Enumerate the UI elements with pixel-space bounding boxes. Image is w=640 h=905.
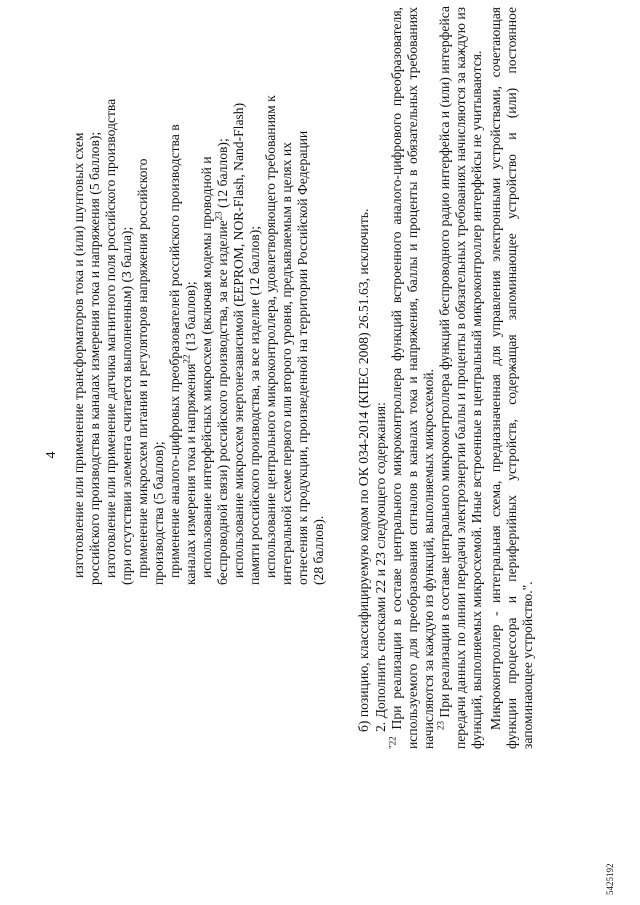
footnote-ref-23: 23 — [213, 211, 224, 221]
list-line: использование микросхем энергонезависимой (EEPROM, NOR-Flash, Nand-Flash) — [231, 102, 246, 578]
list-line: изготовление или применение трансформаторов тока и (или) шунтовых схем — [71, 132, 86, 578]
footnote-23-line: функций, выполняемых микросхемой. Иные встроенные в центральный микроконтроллер интерфейсы не учитываются. — [469, 50, 484, 749]
list-line: памяти российского производства, за все изделие (12 баллов); — [247, 226, 262, 585]
list-line-iface — [215, 138, 230, 585]
definition-line: запоминающее устройство.". — [520, 581, 535, 749]
list-line: российского производства в каналах измерения тока и напряжения (5 баллов); — [87, 131, 102, 585]
list-line: отнесения к продукции, произведенной на территории Российской Федерации — [295, 130, 310, 585]
footnote-22-line: начисляются за каждую из функций, выполняемых микросхемой. — [421, 369, 436, 749]
iface-tail: (12 баллов); — [215, 138, 230, 212]
list-line: использование интерфейсных микросхем (включая модемы проводной и — [199, 156, 214, 578]
footnote-22-line: используемого для преобразования сигналов в каналах тока и напряжения, баллы и проценты в обязательных требованиях — [405, 7, 420, 749]
item-2: 2. Дополнить сносками 22 и 23 следующего содержания: — [373, 402, 388, 732]
list-line: применение аналого-цифровых преобразователей российского производства в — [167, 124, 182, 578]
list-line-adc — [183, 281, 198, 585]
footnote-23-line: передачи данных по линии передачи электроэнергии баллы и проценты в обязательных требованиях начисляются за каждую из — [453, 7, 468, 749]
list-line: изготовление или применение датчика магнитного поля российского производства — [103, 98, 118, 578]
list-line: (28 баллов). — [311, 515, 326, 585]
definition-line: Микроконтроллер - интегральная схема, предназначенная для управления электронными устройствами, сочетающая — [488, 7, 503, 730]
list-line: использование центрального микроконтроллера, удовлетворяющего требованиям к — [263, 95, 278, 578]
footnote-22-line: $^{"22}$ При реализации в составе центрального микроконтроллера функций встроенного аналого-цифрового преобразователя, — [387, 7, 404, 749]
adc-text: каналах измерения тока и напряжения — [183, 363, 198, 585]
definition-line: функции процессора и периферийных устройств, содержащая запоминающее устройство и (или) постоянное — [504, 7, 519, 749]
list-line: производства (5 баллов); — [151, 441, 166, 585]
footnote-22-mark: "22 — [387, 736, 398, 749]
document-id: 5425192 — [605, 863, 615, 895]
list-line: (при отсутствии элемента считается выполненным) (3 балла); — [119, 226, 134, 585]
footnote-23-mark: 23 — [435, 721, 446, 730]
page-number: 4 — [44, 451, 59, 459]
item-b: б) позицию, классифицируемую кодом по ОК 034-2014 (КПЕС 2008) 26.51.63, исключить. — [356, 208, 371, 732]
footnote-ref-22: 22 — [181, 354, 192, 364]
list-line: применение микросхем питания и регуляторов напряжения российского — [135, 158, 150, 578]
iface-text: беспроводной связи) российского производства, за все изделие — [215, 220, 230, 585]
list-line: интегральной схеме первого или второго уровня, предъявляемым в целях их — [279, 142, 294, 585]
footnote-23-line: $^{23}$ При реализации в составе центрального микроконтроллера функций беспроводного радио интерфейса и (или) интерфейса — [435, 6, 452, 730]
adc-tail: (13 баллов); — [183, 281, 198, 355]
